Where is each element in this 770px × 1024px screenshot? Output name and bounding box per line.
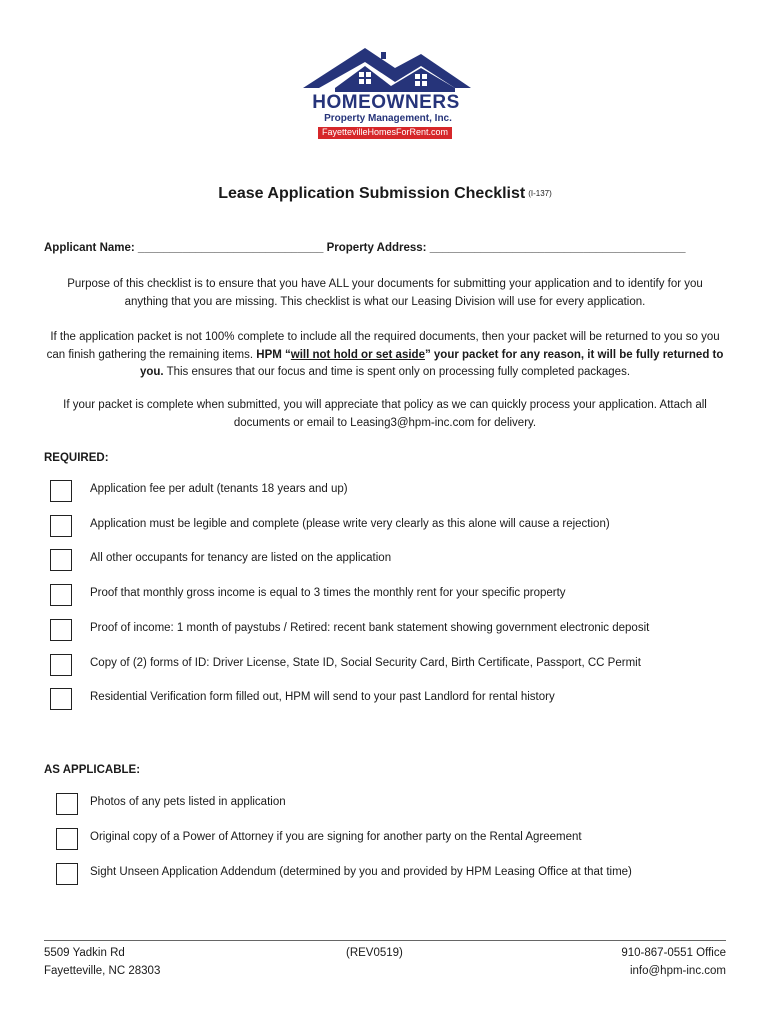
logo-subtitle: Property Management, Inc.: [324, 113, 452, 124]
title-text: Lease Application Submission Checklist: [218, 185, 526, 202]
footer-address: [44, 944, 160, 980]
submission-paragraph: If your packet is complete when submitted, you will appreciate that policy as we can quickly process your application. Attach all documents or email to Leasing3@hpm-inc.com for delivery.: [63, 399, 707, 429]
required-item: [50, 619, 750, 643]
address-line-2: Fayetteville, NC 28303: [44, 965, 161, 977]
required-item: [50, 688, 750, 712]
checkbox[interactable]: [50, 619, 72, 641]
company-logo: [295, 42, 475, 142]
footer-email[interactable]: info@hpm-inc.com: [629, 965, 726, 977]
checkbox[interactable]: [56, 828, 78, 850]
checkbox[interactable]: [50, 688, 72, 710]
checklist-item-label: Application must be legible and complete (please write very clearly as this alone will cause a rejection): [90, 518, 610, 530]
checkbox[interactable]: [50, 654, 72, 676]
checklist-item-label: Proof that monthly gross income is equal to 3 times the monthly rent for your specific property: [90, 587, 566, 599]
footer-contact: [621, 944, 726, 980]
checkbox[interactable]: [50, 515, 72, 537]
policy-paragraph: [44, 329, 726, 382]
checklist-item-label: Proof of income: 1 month of paystubs / Retired: recent bank statement showing government electronic deposit: [90, 622, 650, 634]
checkbox[interactable]: [50, 584, 72, 606]
applicable-item: [56, 863, 756, 887]
checkbox[interactable]: [50, 480, 72, 502]
required-item: [50, 549, 750, 573]
policy-underlined: will not hold or set aside: [290, 348, 425, 361]
required-item: [50, 480, 750, 504]
footer-divider: [44, 940, 726, 941]
page-title: [0, 185, 770, 203]
checkbox[interactable]: [56, 793, 78, 815]
policy-bold-1: HPM “will not hold or set aside” your packet for any reason, it will be fully returned to you.: [139, 348, 724, 378]
checklist-item-label: Sight Unseen Application Addendum (determined by you and provided by HPM Leasing Office at that time): [90, 866, 632, 878]
checklist-item-label: Residential Verification form filled out, HPM will send to your past Landlord for rental history: [90, 691, 555, 703]
address-line-1: 5509 Yadkin Rd: [44, 947, 125, 959]
logo-url-banner: FayettevilleHomesForRent.com: [318, 127, 452, 139]
required-heading: REQUIRED:: [44, 452, 109, 464]
as-applicable-heading: AS APPLICABLE:: [44, 764, 141, 776]
checklist-item-label: Original copy of a Power of Attorney if you are signing for another party on the Rental Agreement: [90, 831, 582, 843]
purpose-paragraph: Purpose of this checklist is to ensure that you have ALL your documents for submitting your application and to identify for you anything that you are missing. This checklist is what our Leasing Division will use for every application.: [67, 278, 703, 308]
footer-revision: (REV0519): [346, 947, 403, 959]
policy-text-1: If the application packet is not 100% complete to include all the required documents, then your packet will be returned to you so you can finish gathering the remaining items.: [46, 331, 720, 361]
required-item: [50, 654, 750, 678]
checklist-item-label: Copy of (2) forms of ID: Driver License, State ID, Social Security Card, Birth Certificate, Passport, CC Permit: [90, 657, 641, 669]
applicable-item: [56, 828, 756, 852]
policy-text-2: This ensures that our focus and time is spent only on processing fully completed packages.: [163, 366, 631, 378]
applicable-item: [56, 793, 756, 817]
required-item: [50, 515, 750, 539]
required-item: [50, 584, 750, 608]
logo-wordmark: HOMEOWNERS: [312, 92, 460, 113]
checklist-item-label: All other occupants for tenancy are listed on the application: [90, 552, 392, 564]
checklist-item-label: Photos of any pets listed in application: [90, 796, 286, 808]
checkbox[interactable]: [56, 863, 78, 885]
form-code: (I-137): [528, 189, 552, 198]
checkbox[interactable]: [50, 549, 72, 571]
footer-phone: 910-867-0551 Office: [621, 947, 726, 959]
checklist-item-label: Application fee per adult (tenants 18 years and up): [90, 483, 348, 495]
applicant-property-fields[interactable]: Applicant Name: _____________________________ Property Address: ________________________________________: [44, 242, 686, 254]
